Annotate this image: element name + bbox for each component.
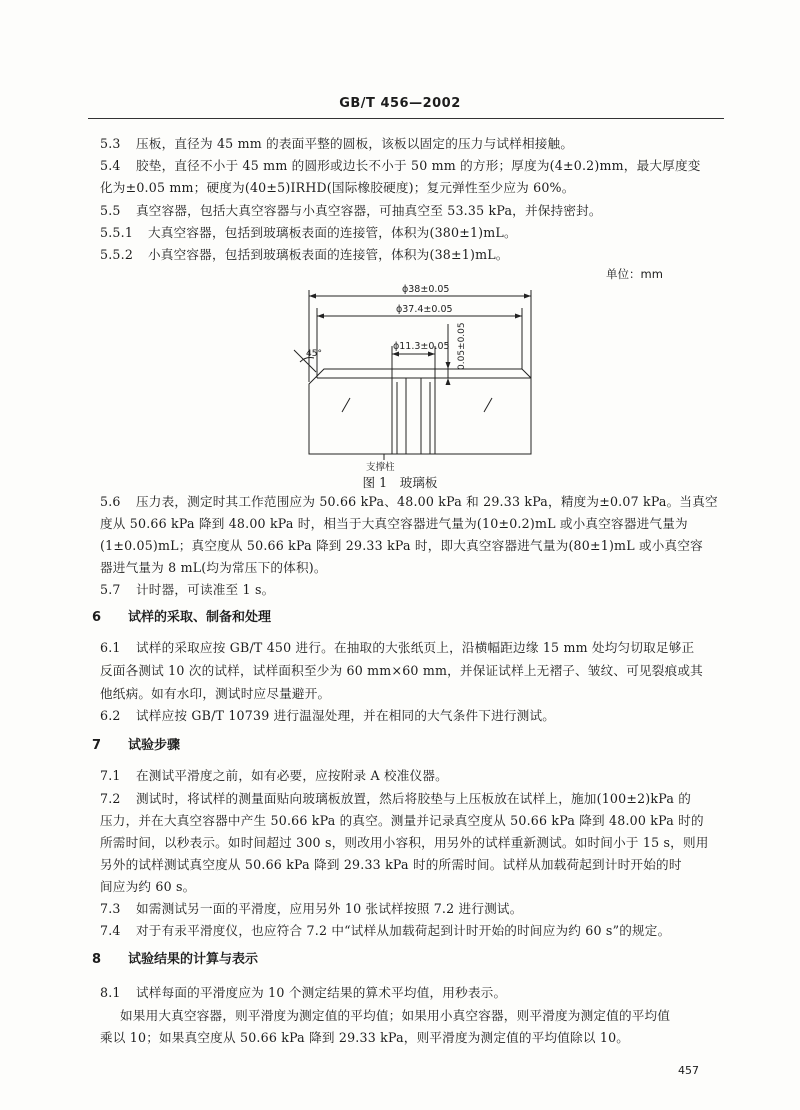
para-text: 计时器，可读准至 1 s。 — [136, 582, 275, 597]
para-text: 试样每面的平滑度应为 10 个测定结果的算术平均值，用秒表示。 — [136, 985, 507, 1000]
hatch-mark — [484, 398, 492, 412]
arrowhead — [446, 362, 451, 369]
para-number: 7.3 — [100, 901, 121, 916]
para-text: 试样应按 GB/T 10739 进行温湿处理，并在相同的大气条件下进行测试。 — [136, 708, 556, 723]
section-7-title — [92, 736, 180, 756]
left-groove — [392, 378, 406, 454]
para-number: 5.7 — [100, 582, 121, 597]
para-7-2-line-3: 所需时间，以秒表示。如时间超过 300 s，则改用小容积，用另外的试样重新测试。如时间小于 15 s，则用 — [100, 835, 709, 850]
para-text: 对于有汞平滑度仪，也应符合 7.2 中“试样从加载荷起到计时开始的时间应为约 60 s”的规定。 — [136, 923, 671, 938]
para-text: 试样的采取应按 GB/T 450 进行。在抽取的大张纸页上，沿横幅距边缘 15 mm 处均匀切取足够正 — [136, 640, 695, 655]
para-number: 5.6 — [100, 494, 121, 509]
para-text: 大真空容器，包括到玻璃板表面的连接管，体积为(380±1)mL。 — [148, 225, 517, 240]
para-number: 5.5.1 — [100, 225, 134, 240]
para-5-5 — [100, 201, 730, 221]
section-6-title — [92, 608, 271, 628]
para-text: 在测试平滑度之前，如有必要，应按附录 A 校准仪器。 — [136, 768, 448, 783]
para-5-3 — [100, 134, 730, 154]
para-text: 胶垫，直径不小于 45 mm 的圆形或边长不小于 50 mm 的方形；厚度为(4±0.2)mm，最大厚度变 — [136, 158, 701, 173]
figure-caption: 图 1 玻璃板 — [362, 475, 438, 490]
unit-label: 单位：mm — [606, 267, 663, 281]
page-number: 457 — [678, 1064, 699, 1077]
para-5-6-line-2: 度从 50.66 kPa 降到 48.00 kPa 时，相当于大真空容器进气量为(10±0.2)mL 或小真空容器进气量为 — [100, 516, 688, 531]
para-text: 如需测试另一面的平滑度，应用另外 10 张试样按照 7.2 进行测试。 — [136, 901, 523, 916]
section-title-text: 试验步骤 — [128, 738, 181, 753]
glass-plate-diagram — [284, 282, 544, 472]
para-text: 压板，直径为 45 mm 的表面平整的圆板，该板以固定的压力与试样相接触。 — [136, 136, 574, 151]
para-number: 7.2 — [100, 791, 121, 806]
standard-number-header: GB/T 456—2002 — [339, 96, 461, 111]
arrowhead — [428, 352, 435, 357]
arrowhead — [392, 352, 399, 357]
para-7-1 — [100, 766, 730, 786]
para-7-3 — [100, 899, 730, 919]
para-7-2-line-4: 另外的试样测试真空度从 50.66 kPa 降到 29.33 kPa 时的所需时间。试样从加载荷起到计时开始的时 — [100, 857, 682, 872]
para-number: 5.5.2 — [100, 247, 134, 262]
para-number: 7.1 — [100, 768, 121, 783]
para-5-7 — [100, 580, 730, 600]
para-7-2-line-5: 间应为约 60 s。 — [100, 879, 196, 894]
height-dimension-label: 0.05±0.05 — [457, 322, 467, 370]
para-number: 6.1 — [100, 640, 121, 655]
header-rule — [88, 118, 724, 119]
para-5-6-line-4: 器进气量为 8 mL(均为常压下的体积)。 — [100, 560, 327, 575]
para-6-2 — [100, 706, 730, 726]
para-text: 测试时，将试样的测量面贴向玻璃板放置，然后将胶垫与上压板放在试样上，施加(100±2)kPa 的 — [136, 791, 692, 806]
angle-label: 45° — [306, 349, 322, 359]
hatch-mark — [342, 398, 350, 412]
para-number: 5.3 — [100, 136, 121, 151]
arrowhead — [317, 314, 324, 319]
para-number: 8.1 — [100, 985, 121, 1000]
para-number: 5.5 — [100, 203, 121, 218]
para-7-4 — [100, 921, 730, 941]
para-7-2-line-1 — [100, 789, 730, 809]
para-number: 7.4 — [100, 923, 121, 938]
para-8-1-line-1 — [100, 983, 730, 1003]
arrowhead — [524, 294, 531, 299]
para-5-6-line-1 — [100, 492, 730, 512]
para-8-1-line-2: 如果用大真空容器，则平滑度为测定值的平均值；如果用小真空容器，则平滑度为测定值的平均值 — [120, 1008, 671, 1023]
para-text: 小真空容器，包括到玻璃板表面的连接管，体积为(38±1)mL。 — [148, 247, 509, 262]
support-post-label: 支撑柱 — [366, 462, 395, 472]
para-text: 压力表，测定时其工作范围应为 50.66 kPa、48.00 kPa 和 29.33 kPa，精度为±0.07 kPa。当真空 — [136, 494, 718, 509]
outer-diameter-label: ϕ38±0.05 — [402, 284, 450, 295]
inner-diameter-label: ϕ37.4±0.05 — [396, 304, 453, 315]
para-5-5-2 — [100, 245, 730, 265]
para-5-5-1 — [100, 223, 730, 243]
arrowhead — [515, 314, 522, 319]
right-groove — [421, 378, 435, 454]
section-number: 8 — [92, 952, 102, 967]
para-number: 5.4 — [100, 158, 121, 173]
section-title-text: 试验结果的计算与表示 — [128, 952, 259, 967]
para-5-6-line-3: (1±0.05)mL；真空度从 50.66 kPa 降到 29.33 kPa 时，即大真空容器进气量为(80±1)mL 或小真空容 — [100, 538, 703, 553]
para-5-4-line-2: 化为±0.05 mm；硬度为(40±5)IRHD(国际橡胶硬度)；复元弹性至少应为 60%。 — [100, 180, 575, 195]
para-text: 真空容器，包括大真空容器与小真空容器，可抽真空至 53.35 kPa，并保持密封。 — [136, 203, 602, 218]
section-number: 7 — [92, 738, 102, 753]
para-6-1-line-1 — [100, 638, 730, 658]
arrowhead — [446, 378, 451, 385]
para-8-1-line-3: 乘以 10；如果真空度从 50.66 kPa 降到 29.33 kPa，则平滑度为测定值的平均值除以 10。 — [100, 1030, 630, 1045]
para-6-1-line-2: 反面各测试 10 次的试样，试样面积至少为 60 mm×60 mm，并保证试样上无褶子、皱纹、可见裂痕或其 — [100, 663, 703, 678]
para-7-2-line-2: 压力，并在大真空容器中产生 50.66 kPa 的真空。测量并记录真空度从 50.66 kPa 降到 48.00 kPa 时的 — [100, 813, 704, 828]
section-8-title — [92, 950, 258, 970]
center-diameter-label: ϕ11.3±0.05 — [393, 341, 450, 352]
section-title-text: 试样的采取、制备和处理 — [128, 610, 272, 625]
para-number: 6.2 — [100, 708, 121, 723]
para-6-1-line-3: 他纸病。如有水印，测试时应尽量避开。 — [100, 686, 331, 701]
para-5-4-line-1 — [100, 156, 730, 176]
arrowhead — [309, 294, 316, 299]
section-number: 6 — [92, 610, 102, 625]
